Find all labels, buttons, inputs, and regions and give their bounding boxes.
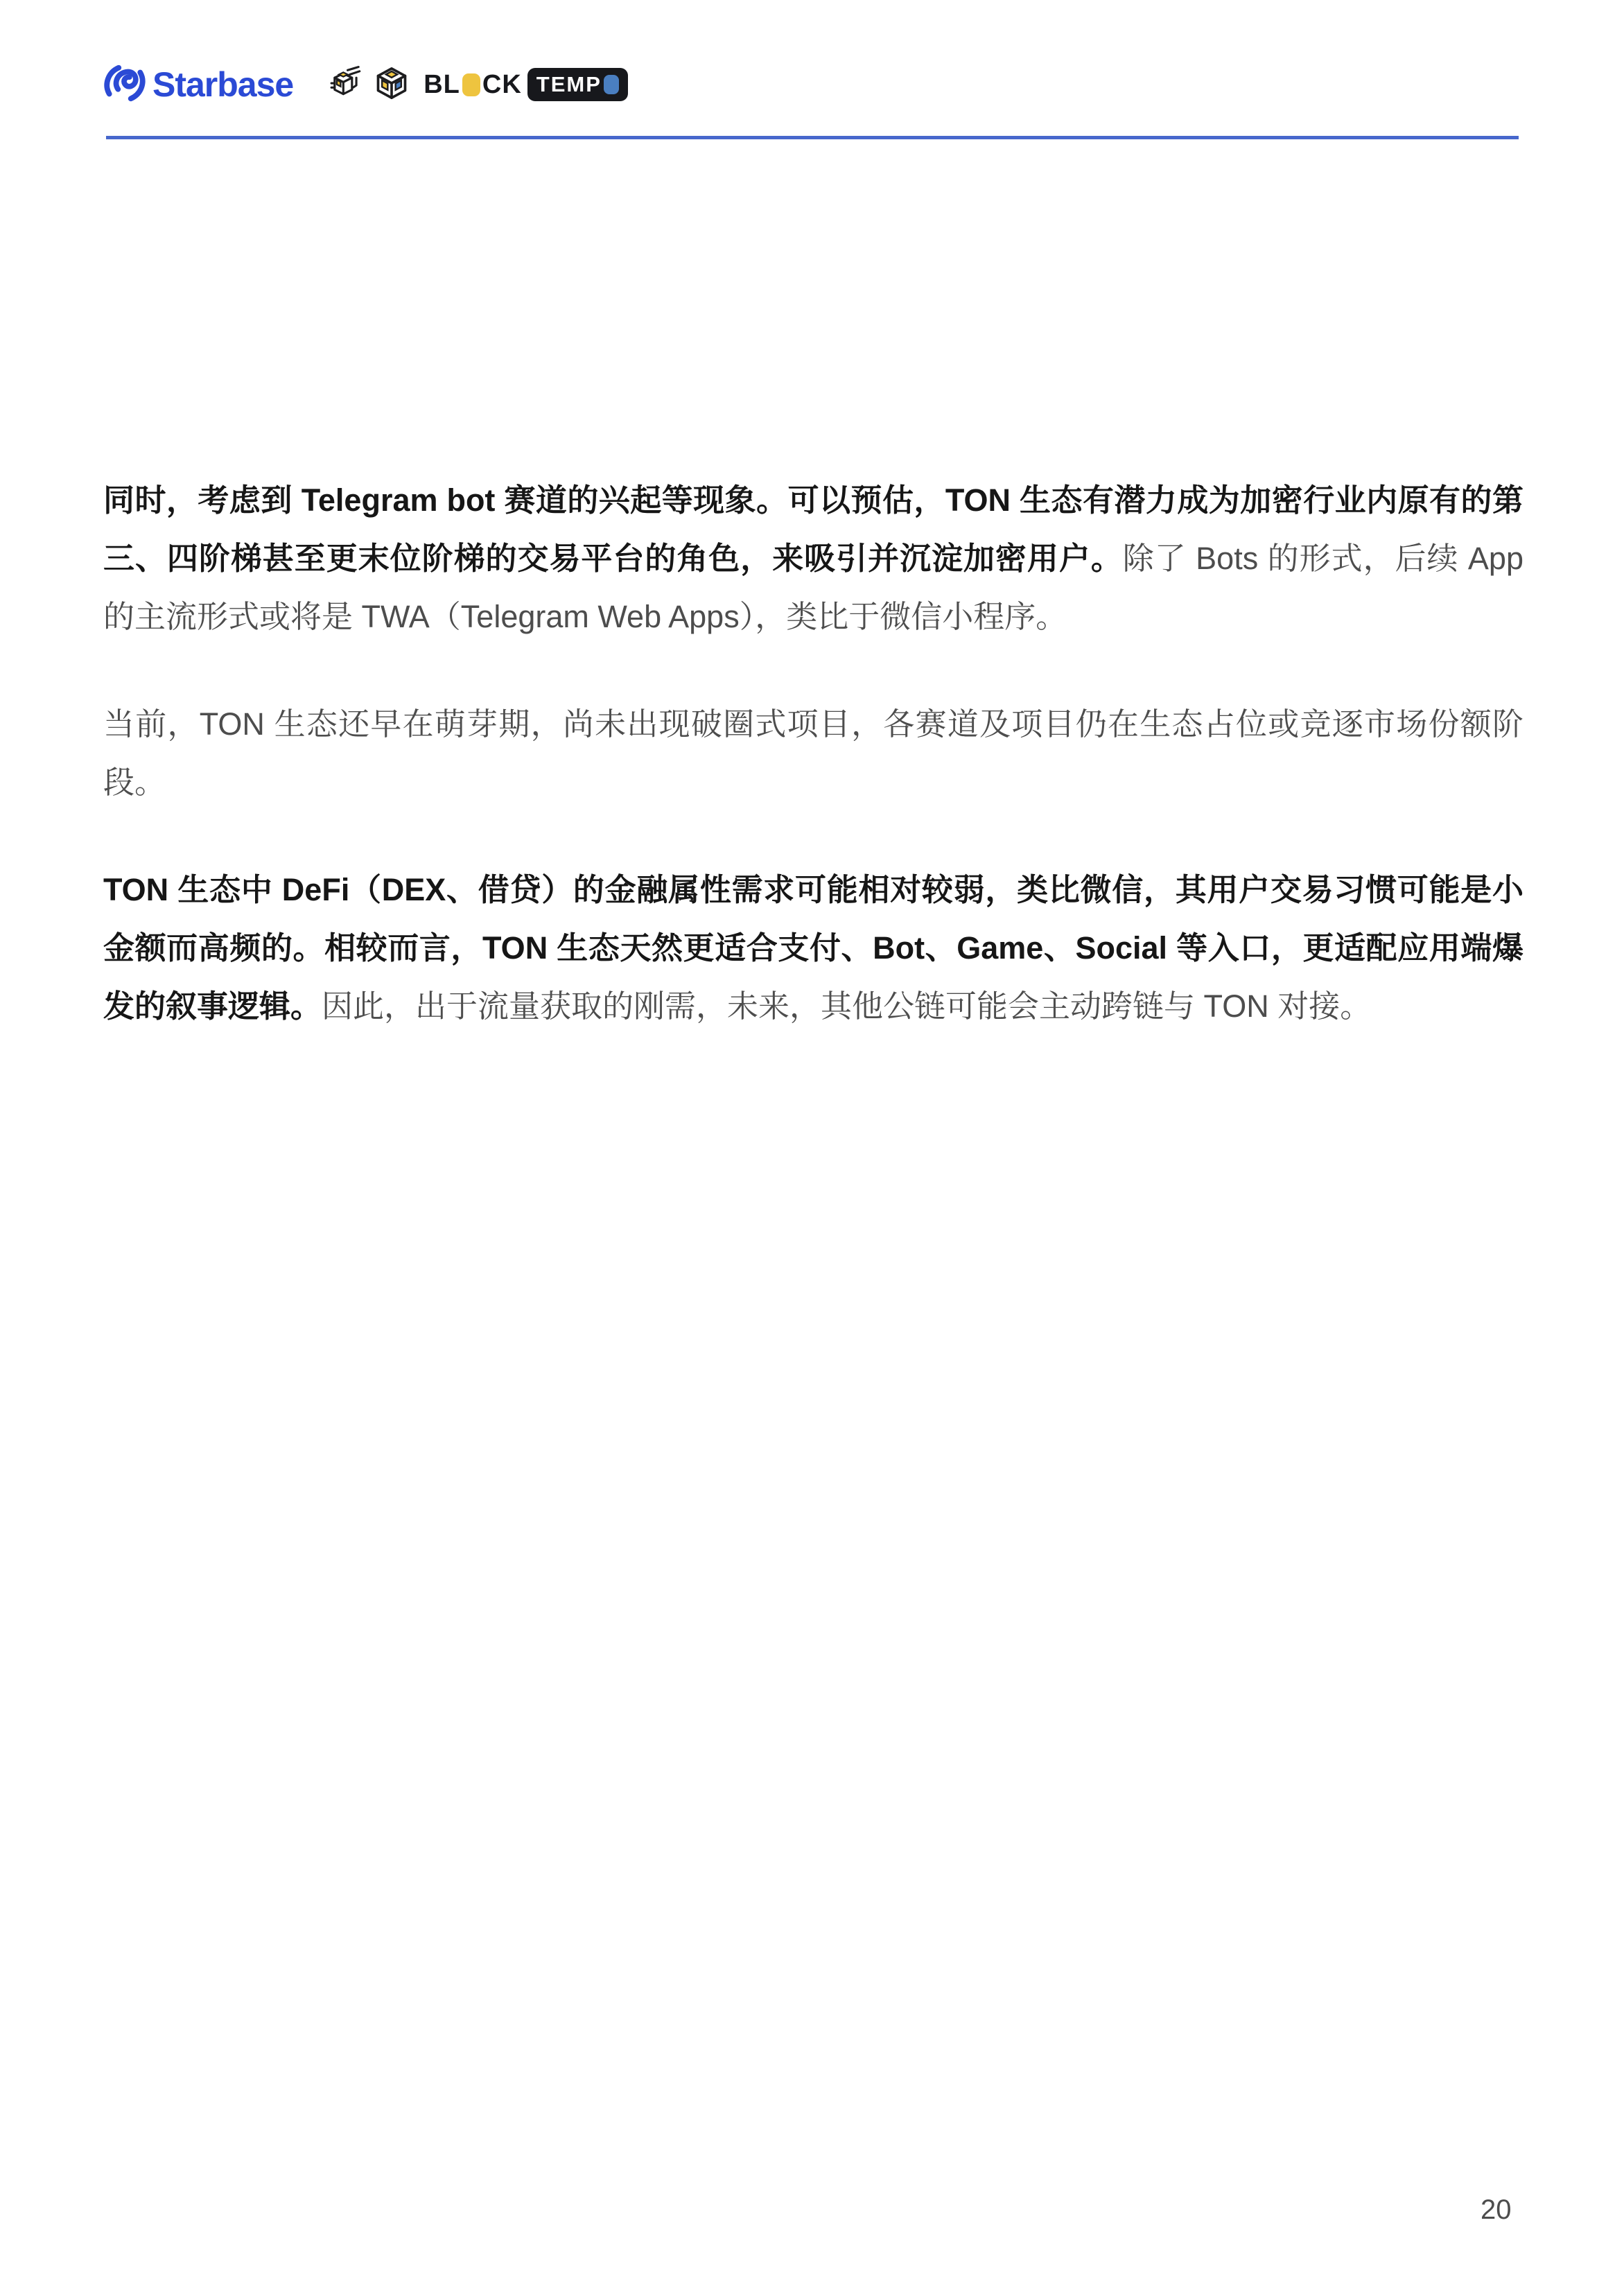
paragraph-2-regular-text: 当前，TON 生态还早在萌芽期，尚未出现破圈式项目，各赛道及项目仍在生态占位或竞逐市场份额阶段。 bbox=[103, 706, 1523, 800]
paragraph-1-regular-text: 除了 Bots 的形式，后续 App 的主流形式或将是 TWA（Telegram Web Apps），类比于微信小程序。 bbox=[103, 541, 1523, 634]
paragraph-1 bbox=[103, 471, 1523, 646]
block-letters-post: CK bbox=[482, 69, 522, 99]
blocktempo-logo bbox=[329, 64, 628, 105]
paragraph-3 bbox=[103, 861, 1523, 1036]
paragraph-1-bold-text: 同时，考虑到 Telegram bot 赛道的兴起等现象。可以预估，TON 生态有潜力成为加密行业内原有的第三、四阶梯甚至更末位阶梯的交易平台的角色，来吸引并沉淀加密用户。 bbox=[103, 482, 1523, 576]
tempo-badge bbox=[527, 68, 628, 101]
paragraph-3-regular-text: 因此，出于流量获取的刚需，未来，其他公链可能会主动跨链与 TON 对接。 bbox=[322, 988, 1372, 1024]
starbase-logo bbox=[103, 62, 293, 108]
blocktempo-cube-icon bbox=[374, 64, 410, 105]
tempo-letters: TEMP bbox=[536, 72, 602, 96]
page-number: 20 bbox=[1481, 2194, 1512, 2225]
starbase-wordmark: Starbase bbox=[152, 65, 294, 104]
block-letters-pre: BL bbox=[424, 69, 460, 99]
tempo-o-glyph bbox=[604, 75, 619, 94]
blocktempo-cubes-mascot-icon bbox=[329, 64, 364, 105]
block-o-glyph bbox=[462, 73, 480, 96]
paragraph-2 bbox=[103, 695, 1523, 812]
page-header bbox=[103, 60, 628, 110]
block-wordmark bbox=[424, 70, 522, 100]
starbase-swirl-icon bbox=[103, 62, 146, 108]
page-content bbox=[103, 471, 1523, 1085]
header-divider-rule bbox=[106, 136, 1519, 139]
paragraph-3-bold-text: TON 生态中 DeFi（DEX、借贷）的金融属性需求可能相对较弱，类比微信，其用户交易习惯可能是小金额而高频的。相较而言，TON 生态天然更适合支付、Bot、Game、Social 等入口，更适配应用端爆发的叙事逻辑。 bbox=[103, 872, 1523, 1024]
